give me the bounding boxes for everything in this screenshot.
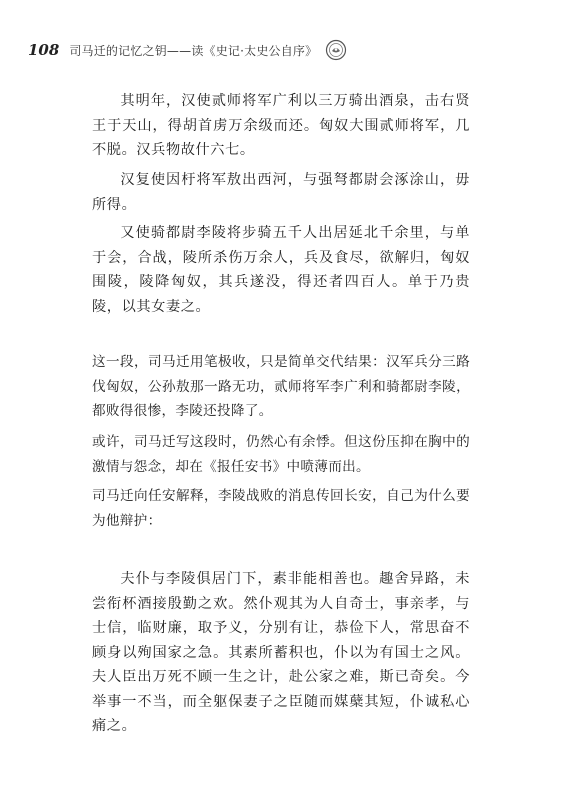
running-header <box>28 38 548 62</box>
quote-paragraph-3: 又使骑都尉李陵将步骑五千人出居延北千余里，与单于会，合战，陵所杀伤万余人，兵及食尽，欲解归，匈奴围陵，陵降匈奴，其兵遂没，得还者四百人。单于乃贵陵，以其女妻之。 <box>92 225 470 315</box>
circular-seal-ornament-icon <box>325 39 347 61</box>
quote-paragraph-2: 汉复使因杅将军敖出西河，与强弩都尉会涿涂山，毋所得。 <box>92 172 470 213</box>
quote-paragraph-4: 夫仆与李陵俱居门下，素非能相善也。趣舍异路，未尝衔杯酒接殷勤之欢。然仆观其为人自奇士，事亲孝，与士信，临财廉，取予义，分别有让，恭俭下人，常思奋不顾身以殉国家之急。其素所蓄积也，仆以为有国士之风。夫人臣出万死不顾一生之计，赴公家之难，斯已奇矣。今举事一不当，而全躯保妻子之臣随而媒蘖其短，仆诚私心痛之。 <box>92 571 470 734</box>
running-title: 司马迁的记忆之钥——读《史记·太史公自序》 <box>69 43 318 58</box>
commentary-paragraph-3: 司马迁向任安解释，李陵战败的消息传回长安，自己为什么要为他辩护： <box>92 488 470 529</box>
commentary-paragraph-2: 或许，司马迁写这段时，仍然心有余悸。但这份压抑在胸中的激情与怨念，却在《报任安书》中喷薄而出。 <box>92 434 470 475</box>
page-number: 108 <box>28 41 60 59</box>
quote-paragraph-1: 其明年，汉使贰师将军广利以三万骑出酒泉，击右贤王于天山，得胡首虏万余级而还。匈奴大围贰师将军，几不脱。汉兵物故什六七。 <box>92 93 470 158</box>
commentary-paragraph-1: 这一段，司马迁用笔极收，只是简单交代结果：汉军兵分三路伐匈奴，公孙敖那一路无功，贰师将军李广利和骑都尉李陵，都败得很惨，李陵还投降了。 <box>92 354 470 419</box>
